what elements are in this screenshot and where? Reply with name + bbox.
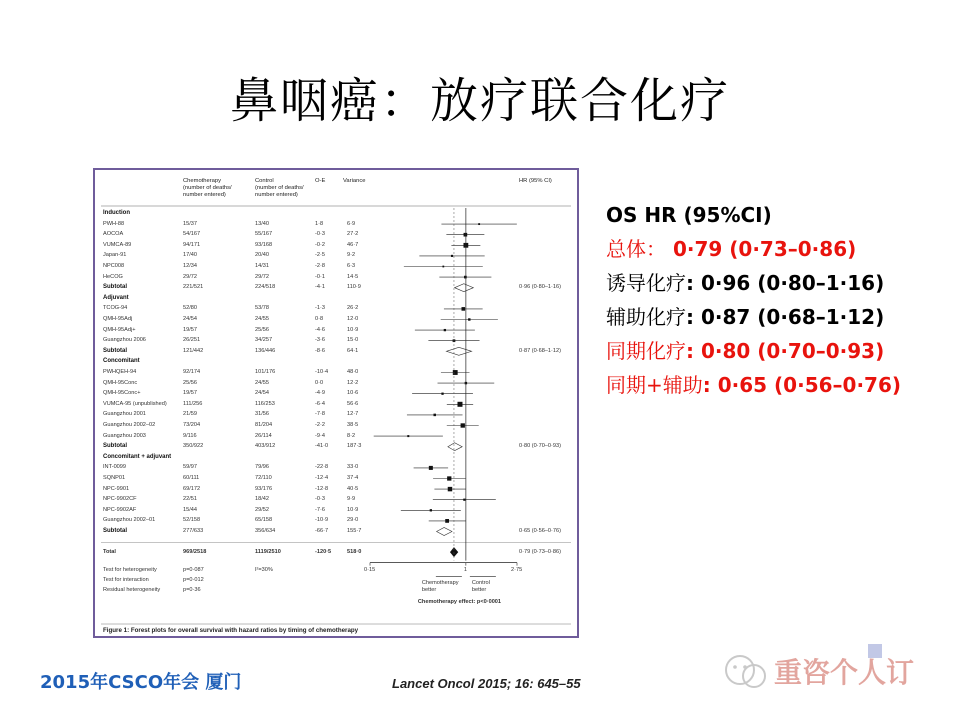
study-label: Guangzhou 2006: [103, 337, 146, 344]
chemo-count: 9/116: [183, 432, 197, 439]
forest-plot-figure: [93, 168, 579, 638]
study-label: INT-0099: [103, 464, 127, 471]
study-label: PWHQEH-94: [103, 369, 137, 375]
control-count: 18/42: [255, 496, 269, 503]
study-marker: [453, 370, 458, 375]
control-count: 93/176: [255, 485, 273, 492]
study-label: Subtotal: [103, 528, 127, 534]
control-count: 65/158: [255, 517, 273, 524]
oe-value: -2·8: [315, 263, 325, 269]
study-label: Guangzhou 2002–02: [103, 422, 156, 428]
oe-value: -6·4: [315, 400, 325, 407]
variance-value: 6·9: [347, 220, 356, 227]
variance-value: 33·0: [347, 464, 359, 471]
subtotal-hr: 0·87 (0·68–1·12): [519, 347, 561, 354]
oe-value: -66·7: [315, 528, 329, 534]
total-label: Total: [103, 548, 116, 555]
chemo-count: 19/57: [183, 390, 197, 397]
study-marker: [448, 487, 452, 491]
variance-value: 48·0: [347, 369, 359, 375]
control-count: 14/31: [255, 263, 269, 269]
citation: Lancet Oncol 2015; 16: 645–55: [392, 676, 581, 691]
chemo-count: 52/158: [183, 517, 201, 524]
subtotal-diamond: [446, 347, 471, 355]
chemo-count: 19/57: [183, 326, 197, 333]
study-label: HeCOG: [103, 273, 123, 280]
study-label: Guangzhou 2003: [103, 432, 146, 439]
study-marker: [441, 393, 443, 395]
study-marker: [445, 519, 449, 523]
total-oe: -120·5: [315, 548, 332, 555]
control-count: 53/78: [255, 305, 269, 312]
right-note: Control: [471, 579, 490, 586]
forest-plot-svg: [95, 170, 577, 636]
slide-title: 鼻咽癌：放疗联合化疗: [229, 73, 730, 129]
oe-value: -41·0: [315, 443, 329, 450]
chemo-count: 92/174: [183, 369, 201, 375]
control-count: 55/167: [255, 231, 273, 238]
study-label: QMH-95Adj+: [103, 326, 136, 333]
summary-value: : 0·96 (0·80–1·16): [686, 271, 885, 295]
oe-value: -10·4: [315, 369, 329, 375]
study-label: QMH-95Conc+: [103, 390, 141, 397]
left-note: Chemotherapy: [421, 579, 459, 586]
control-count: 81/204: [255, 422, 273, 428]
watermark-text: 重咨个人订: [774, 656, 915, 689]
study-label: Subtotal: [103, 347, 127, 354]
study-marker: [429, 466, 433, 470]
left-note: better: [421, 586, 437, 593]
variance-value: 12·7: [347, 411, 359, 418]
variance-value: 15·0: [347, 337, 359, 344]
oe-value: -0·2: [315, 241, 325, 248]
chemo-count: 52/80: [183, 305, 197, 312]
oe-value: -8·6: [315, 347, 325, 354]
chemo-count: 54/167: [183, 231, 201, 238]
study-label: VUMCA-89: [103, 241, 132, 248]
chemo-count: 15/44: [183, 506, 197, 513]
variance-value: 8·2: [347, 432, 356, 439]
subtotal-diamond: [448, 443, 462, 451]
chemo-count: 350/922: [183, 443, 204, 450]
total-chemo: 969/2518: [183, 548, 207, 555]
oe-value: -7·6: [315, 506, 325, 513]
oe-value: -10·9: [315, 517, 329, 524]
chemo-count: 22/51: [183, 496, 197, 503]
total-control: 1119/2510: [255, 548, 281, 555]
study-label: Guangzhou 2002–01: [103, 517, 156, 524]
summary-row: [606, 334, 946, 368]
summary-value: : 0·65 (0·56–0·76): [702, 373, 902, 397]
chemo-count: 15/37: [183, 220, 197, 227]
x-tick-label: 0·15: [364, 566, 376, 573]
oe-value: -2·5: [315, 252, 325, 259]
study-label: QMH-95Conc: [103, 379, 138, 386]
chemo-count: 26/251: [183, 337, 201, 344]
heterogeneity-label: Residual heterogeneity: [103, 586, 161, 593]
variance-value: 12·2: [347, 379, 359, 386]
column-header-oe: O-E: [315, 178, 326, 184]
control-count: 25/56: [255, 326, 269, 333]
chemo-count: 12/34: [183, 263, 197, 269]
variance-value: 40·5: [347, 485, 359, 492]
watermark-logo: [718, 640, 948, 700]
chemo-count: 17/40: [183, 252, 197, 259]
x-tick-label: 2·75: [511, 566, 523, 573]
chemo-count: 21/59: [183, 411, 197, 418]
control-count: 29/52: [255, 506, 269, 513]
chemo-count: 221/521: [183, 284, 204, 291]
study-marker: [433, 414, 435, 416]
heterogeneity-extra: I²=30%: [255, 566, 273, 573]
study-label: NPC-9902CF: [103, 496, 137, 503]
oe-value: -4·9: [315, 390, 325, 397]
column-header-chemo: (number of deaths/: [183, 185, 232, 191]
chemo-count: 73/204: [183, 422, 201, 428]
oe-value: -7·8: [315, 411, 325, 418]
study-label: Subtotal: [103, 443, 127, 450]
chemo-count: 60/111: [183, 475, 200, 481]
subtotal-diamond: [437, 528, 452, 536]
chemo-count: 59/97: [183, 464, 197, 471]
summary-row: [606, 232, 946, 266]
variance-value: 64·1: [347, 347, 359, 354]
summary-value: : 0·87 (0·68–1·12): [686, 305, 885, 329]
summary-row: [606, 300, 946, 334]
control-count: 224/518: [255, 284, 276, 291]
oe-value: -12·8: [315, 485, 329, 492]
control-count: 13/40: [255, 220, 269, 227]
variance-value: 155·7: [347, 528, 362, 534]
chemo-count: 24/54: [183, 316, 197, 322]
summary-label: 总体：: [606, 237, 666, 261]
summary-label: 同期+辅助: [606, 373, 703, 397]
oe-value: -1·3: [315, 305, 325, 312]
study-marker: [478, 223, 480, 225]
column-header-control: number entered): [255, 192, 298, 198]
study-marker: [430, 509, 432, 511]
heterogeneity-value: p=0·087: [183, 566, 204, 573]
control-count: 24/55: [255, 316, 269, 322]
control-count: 93/168: [255, 241, 273, 248]
variance-value: 110·9: [347, 284, 361, 291]
summary-value: : 0·80 (0·70–0·93): [686, 339, 885, 363]
oe-value: -22·8: [315, 464, 329, 471]
subtotal-hr: 0·65 (0·56–0·76): [519, 528, 561, 534]
study-marker: [447, 476, 451, 480]
study-label: QMH-95Adj: [103, 316, 133, 322]
total-hr: 0·79 (0·73–0·86): [519, 548, 561, 555]
column-header-chemo: Chemotherapy: [183, 178, 222, 184]
heterogeneity-value: p=0·36: [183, 586, 201, 593]
column-header-chemo: number entered): [183, 192, 226, 198]
variance-value: 38·5: [347, 422, 359, 428]
subtotal-hr: 0·96 (0·80–1·16): [519, 284, 561, 291]
study-marker: [407, 435, 409, 437]
summary-row: [606, 368, 946, 402]
heterogeneity-label: Test for interaction: [103, 576, 149, 583]
summary-header: OS HR (95%CI): [606, 203, 772, 227]
heterogeneity-label: Test for heterogeneity: [103, 566, 157, 573]
study-marker: [464, 276, 467, 279]
variance-value: 29·0: [347, 517, 359, 524]
variance-value: 37·4: [347, 475, 359, 481]
oe-value: -0·3: [315, 231, 325, 238]
effect-label: Chemotherapy effect: p<0·0001: [417, 598, 502, 605]
variance-value: 9·2: [347, 252, 356, 259]
chemo-count: 277/633: [183, 528, 204, 534]
variance-value: 27·2: [347, 231, 359, 238]
heterogeneity-value: p=0·012: [183, 576, 204, 583]
group-heading: Concomitant: [103, 358, 140, 365]
study-label: AOCOA: [103, 231, 124, 238]
x-tick-label: 1: [463, 566, 467, 573]
summary-value: 0·79 (0·73–0·86): [666, 237, 857, 261]
chemo-count: 111/256: [183, 400, 203, 407]
study-label: VUMCA-95 (unpublished): [103, 400, 167, 407]
study-marker: [463, 499, 465, 501]
control-count: 403/912: [255, 443, 276, 450]
study-label: NPC-9901: [103, 485, 130, 492]
control-count: 26/114: [255, 432, 272, 439]
forest-plot-body: [95, 170, 577, 636]
chemo-count: 29/72: [183, 273, 197, 280]
study-marker: [461, 423, 465, 427]
oe-value: -3·6: [315, 337, 325, 344]
study-marker: [444, 329, 446, 331]
variance-value: 46·7: [347, 241, 359, 248]
control-count: 356/634: [255, 528, 276, 534]
oe-value: -4·6: [315, 326, 325, 333]
study-marker: [468, 318, 470, 320]
subtotal-hr: 0·80 (0·70–0·93): [519, 443, 561, 450]
group-heading: Induction: [103, 210, 130, 216]
column-header-variance: Variance: [343, 178, 366, 184]
oe-value: -0·1: [315, 273, 325, 280]
study-label: NPC-9902AF: [103, 506, 137, 513]
control-count: 20/40: [255, 252, 269, 259]
study-marker: [464, 233, 468, 237]
variance-value: 14·5: [347, 273, 359, 280]
control-count: 24/55: [255, 379, 269, 386]
oe-value: 0·8: [315, 316, 324, 322]
variance-value: 10·9: [347, 326, 359, 333]
chemo-count: 25/56: [183, 379, 197, 386]
oe-value: 0·0: [315, 379, 324, 386]
summary-label: 辅助化疗: [606, 305, 686, 329]
variance-value: 6·3: [347, 263, 356, 269]
column-header-control: (number of deaths/: [255, 185, 304, 191]
control-count: 29/72: [255, 273, 269, 280]
variance-value: 10·6: [347, 390, 359, 397]
oe-value: 1·8: [315, 220, 324, 227]
study-marker: [457, 402, 462, 407]
control-count: 72/110: [255, 475, 272, 481]
control-count: 31/56: [255, 411, 269, 418]
summary-label: 同期化疗: [606, 339, 686, 363]
study-marker: [461, 307, 465, 311]
column-header-hr: HR (95% CI): [519, 178, 552, 184]
group-heading: Adjuvant: [103, 294, 129, 301]
study-label: NPC008: [103, 263, 125, 269]
study-label: TCOG-94: [103, 305, 128, 312]
study-label: Japan-91: [103, 252, 127, 259]
variance-value: 10·9: [347, 506, 359, 513]
oe-value: -2·2: [315, 422, 325, 428]
control-count: 101/176: [255, 369, 276, 375]
total-variance: 518·0: [347, 548, 362, 555]
study-marker: [442, 266, 444, 268]
subtotal-diamond: [455, 284, 474, 292]
column-header-control: Control: [255, 178, 274, 184]
chemo-count: 69/172: [183, 485, 201, 492]
variance-value: 56·6: [347, 400, 359, 407]
oe-value: -4·1: [315, 284, 325, 291]
study-label: PWH-88: [103, 220, 125, 227]
control-count: 136/446: [255, 347, 276, 354]
conference-label: 2015年CSCO年会 厦门: [40, 672, 242, 693]
variance-value: 26·2: [347, 305, 359, 312]
study-label: SQNP01: [103, 475, 126, 481]
group-heading: Concomitant + adjuvant: [103, 453, 172, 460]
study-label: Subtotal: [103, 284, 127, 291]
right-note: better: [471, 586, 487, 593]
control-count: 24/54: [255, 390, 269, 397]
figure-caption: Figure 1: Forest plots for overall survival with hazard ratios by timing of chemotherapy: [103, 627, 359, 634]
hazard-ratio-summary: [606, 198, 946, 402]
summary-row: [606, 266, 946, 300]
control-count: 34/257: [255, 337, 273, 344]
study-label: Guangzhou 2001: [103, 411, 146, 418]
wechat-icon: [726, 656, 765, 687]
control-count: 79/96: [255, 464, 269, 471]
variance-value: 12·0: [347, 316, 359, 322]
study-marker: [451, 255, 453, 257]
variance-value: 187·3: [347, 443, 362, 450]
chemo-count: 121/442: [183, 347, 204, 354]
variance-value: 9·9: [347, 496, 356, 503]
summary-label: 诱导化疗: [606, 271, 686, 295]
oe-value: -0·3: [315, 496, 325, 503]
chemo-count: 94/171: [183, 241, 201, 248]
control-count: 116/253: [255, 400, 275, 407]
oe-value: -9·4: [315, 432, 325, 439]
oe-value: -12·4: [315, 475, 329, 481]
